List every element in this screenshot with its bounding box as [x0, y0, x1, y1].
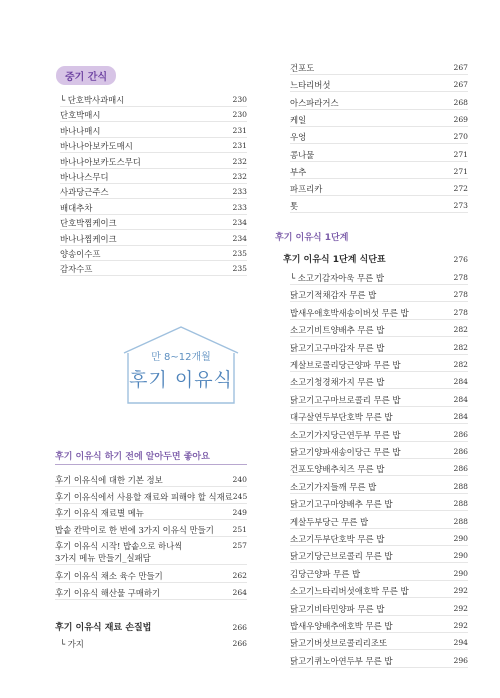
toc-entry: [290, 411, 468, 424]
toc-entry-title: └ 소고기감자아욱 무른 밥: [290, 273, 384, 283]
toc-entry: [290, 166, 468, 179]
toc-entry-title: 후기 이유식에서 사용할 재료와 피해야 할 식재료: [55, 491, 233, 502]
toc-entry-title: 후기 이유식 채소 육수 만들기: [55, 571, 163, 581]
toc-entry-page: 268: [453, 97, 468, 107]
toc-entry: [60, 125, 247, 138]
toc-entry-page: 257: [232, 541, 247, 551]
toc-entry-page: 292: [453, 603, 468, 613]
stage-banner-age: 만 8~12개월: [151, 352, 211, 363]
toc-entry-page: 272: [453, 184, 468, 194]
toc-entry-page: 282: [453, 325, 468, 335]
toc-entry-page: 288: [453, 499, 468, 509]
toc-entry-page: 233: [232, 187, 247, 197]
toc-entry-title: 닭고기비타민양파 무른 밥: [290, 603, 385, 614]
toc-entry: [60, 217, 247, 230]
toc-entry: [290, 342, 468, 355]
toc-entry: [290, 568, 468, 581]
toc-entry-page: 282: [453, 342, 468, 352]
toc-entry: [290, 516, 468, 529]
toc-entry-page: 234: [232, 233, 247, 243]
toc-entry: [55, 474, 247, 487]
diet-heading: [283, 254, 468, 266]
toc-entry-title: 바나나스무디: [60, 172, 109, 182]
toc-entry-title: 아스파라거스: [290, 97, 339, 108]
toc-entry: [290, 394, 468, 407]
toc-entry-title: 사과당근주스: [60, 187, 109, 198]
toc-entry: [290, 620, 468, 633]
toc-entry: [55, 587, 247, 600]
toc-entry: [60, 202, 247, 215]
toc-entry-page: 231: [232, 125, 247, 135]
toc-entry-title: 밥새우애호박새송이버섯 무른 밥: [290, 307, 409, 318]
toc-entry-page: 290: [453, 551, 468, 561]
toc-entry-page: 271: [453, 149, 468, 159]
toc-entry-title: 소고기비트양배추 무른 밥: [290, 325, 385, 336]
toc-entry: [60, 233, 247, 246]
toc-entry: [290, 359, 468, 372]
toc-entry-title: 단호박찜케이크: [60, 218, 117, 229]
toc-entry: [290, 463, 468, 476]
toc-entry-title: 바나나찜케이크: [60, 233, 117, 244]
prep-heading-page: 266: [232, 623, 247, 632]
section-title-before: 후기 이유식 하기 전에 알아두면 좋아요: [55, 452, 210, 462]
toc-entry-page: 262: [232, 571, 247, 580]
toc-entry-page: 240: [232, 475, 247, 484]
toc-entry: [60, 263, 247, 276]
toc-entry-page: 235: [232, 264, 247, 274]
toc-entry: [290, 655, 468, 668]
toc-entry-page: 249: [232, 508, 247, 518]
toc-entry-page: 230: [232, 110, 247, 120]
toc-entry-title: 후기 이유식에 대한 기본 정보: [55, 475, 163, 485]
toc-entry-page: 282: [453, 360, 468, 369]
toc-entry-page: 234: [232, 218, 247, 228]
toc-entry-title: 닭고기적채감자 무른 밥: [290, 290, 377, 301]
toc-entry: [290, 603, 468, 616]
toc-entry: [290, 200, 468, 213]
section-pill-snacks: 중기 간식: [56, 66, 116, 85]
toc-entry-page: 271: [453, 166, 468, 176]
toc-entry-page: 286: [453, 429, 468, 439]
toc-entry: [55, 507, 247, 520]
toc-entry-page: 278: [453, 273, 468, 282]
toc-entry-title: 후기 이유식 시작! 밥솥으로 하나씩 3가지 메뉴 만들기_실패담: [55, 541, 183, 564]
toc-entry: [290, 97, 468, 110]
toc-entry-page: 286: [453, 447, 468, 456]
section-rule: [55, 464, 247, 465]
toc-entry: [290, 324, 468, 337]
toc-entry: [290, 533, 468, 546]
toc-entry-title: 톳: [290, 201, 299, 212]
toc-entry-title: 닭고기고구마브로콜리 무른 밥: [290, 394, 401, 405]
toc-entry: [55, 570, 247, 583]
toc-entry-title: 부추: [290, 166, 307, 177]
toc-entry-title: 소고기가지들깨 무른 밥: [290, 481, 377, 492]
prep-first-entry: [60, 638, 247, 650]
toc-entry-page: 235: [232, 249, 247, 258]
prep-first-title: └ 가지: [60, 639, 84, 649]
toc-entry-page: 231: [232, 141, 247, 151]
toc-entry-page: 273: [453, 201, 468, 211]
toc-entry: [290, 585, 468, 598]
toc-entry-title: └ 단호박사과매시: [60, 95, 125, 105]
toc-entry: [60, 186, 247, 199]
toc-entry-title: 후기 이유식 해산물 구매하기: [55, 587, 161, 598]
toc-entry-title: 소고기두부단호박 무른 밥: [290, 534, 385, 544]
toc-entry-title: 소고기가지당근연두부 무른 밥: [290, 429, 401, 440]
toc-entry: [290, 376, 468, 389]
diet-heading-page: 276: [453, 255, 468, 264]
toc-entry-page: 278: [453, 290, 468, 300]
toc-entry-title: 밥솥 칸막이로 한 번에 3가지 이유식 만들기: [55, 524, 214, 535]
prep-first-page: 266: [232, 639, 247, 648]
toc-entry: [290, 62, 468, 75]
toc-entry-page: 284: [453, 412, 468, 422]
toc-entry: [290, 446, 468, 459]
toc-entry-title: 양송이수프: [60, 249, 101, 259]
toc-entry-page: 288: [453, 481, 468, 491]
toc-entry: [290, 149, 468, 162]
toc-entry-title: 후기 이유식 재료별 메뉴: [55, 508, 144, 519]
toc-entry-title: 게살두부당근 무른 밥: [290, 516, 369, 527]
toc-entry-page: 267: [453, 80, 468, 90]
toc-entry-page: 267: [453, 63, 468, 72]
toc-entry-page: 294: [453, 638, 468, 648]
toc-entry-title: 배대추차: [60, 202, 93, 213]
toc-entry: [60, 248, 247, 261]
toc-entry-page: 296: [453, 655, 468, 665]
toc-entry-title: 파프리카: [290, 184, 323, 195]
toc-entry: [290, 272, 468, 285]
toc-entry-page: 292: [453, 586, 468, 596]
toc-entry-title: 소고기느타리버섯애호박 무른 밥: [290, 586, 409, 597]
toc-entry-title: 콩나물: [290, 149, 315, 160]
toc-entry: [290, 289, 468, 302]
toc-entry-page: 233: [232, 202, 247, 212]
toc-entry-page: 286: [453, 464, 468, 474]
toc-entry: [290, 481, 468, 494]
toc-entry-title: 바나나아보카도스무디: [60, 156, 141, 167]
toc-entry-page: 284: [453, 394, 468, 404]
toc-entry-title: 밥새우양배추애호박 무른 밥: [290, 621, 393, 631]
toc-entry-page: 278: [453, 307, 468, 317]
toc-entry: [60, 140, 247, 153]
toc-entry-title: 건포도: [290, 63, 315, 73]
toc-entry-title: 닭고기버섯브로콜리리조또: [290, 638, 388, 649]
toc-entry-page: 290: [453, 534, 468, 543]
toc-entry: [60, 171, 247, 184]
toc-entry-title: 우엉: [290, 132, 307, 143]
toc-entry: [290, 79, 468, 92]
toc-entry-title: 감자수프: [60, 264, 93, 275]
toc-entry-page: 264: [232, 587, 247, 597]
toc-entry-page: 232: [232, 172, 247, 181]
toc-entry-page: 245: [232, 491, 248, 501]
toc-entry-title: 느타리버섯: [290, 80, 331, 91]
toc-entry-page: 269: [453, 114, 468, 124]
toc-entry-title: 닭고기퀴노아연두부 무른 밥: [290, 655, 393, 666]
toc-entry-page: 270: [453, 132, 468, 142]
toc-entry: [290, 429, 468, 442]
toc-entry-title: 바나나매시: [60, 125, 101, 136]
stage-banner: [118, 323, 244, 407]
toc-entry-page: 251: [232, 524, 247, 534]
toc-entry: [60, 109, 247, 122]
toc-entry-title: 닭고기양파새송이당근 무른 밥: [290, 447, 401, 457]
toc-entry-title: 김당근양파 무른 밥: [290, 568, 361, 579]
toc-entry-page: 290: [453, 568, 468, 578]
toc-entry-title: 닭고기당근브로콜리 무른 밥: [290, 551, 393, 562]
toc-entry: [290, 114, 468, 127]
toc-entry: [290, 307, 468, 320]
toc-entry-title: 케일: [290, 114, 307, 125]
toc-entry-page: 230: [232, 95, 247, 104]
toc-entry: [55, 540, 247, 565]
toc-entry-title: 게살브로콜리당근양파 무른 밥: [290, 360, 401, 370]
toc-entry: [290, 550, 468, 563]
toc-entry-title: 닭고기고구마양배추 무른 밥: [290, 499, 393, 510]
toc-entry-title: 건포도양배추치즈 무른 밥: [290, 464, 385, 475]
toc-entry-page: 284: [453, 377, 468, 387]
toc-entry-title: 닭고기고구마감자 무른 밥: [290, 342, 385, 353]
toc-entry: [60, 156, 247, 169]
toc-entry: [60, 94, 247, 107]
diet-heading-title: 후기 이유식 1단계 식단표: [283, 255, 386, 265]
toc-entry-title: 바나나아보카도매시: [60, 141, 133, 152]
toc-entry-title: 단호박매시: [60, 110, 101, 121]
toc-entry-page: 232: [232, 156, 247, 166]
section-title-stage1: 후기 이유식 1단계: [275, 233, 349, 243]
toc-entry: [290, 637, 468, 650]
toc-entry-title: 소고기청경채가지 무른 밥: [290, 377, 385, 388]
prep-heading: [55, 622, 247, 634]
toc-entry-title: 대구살연두부단호박 무른 밥: [290, 412, 393, 423]
toc-entry: [290, 498, 468, 511]
toc-entry-page: 292: [453, 621, 468, 630]
toc-entry: [290, 131, 468, 144]
toc-entry: [55, 491, 247, 504]
stage-banner-title: 후기 이유식: [129, 369, 233, 391]
toc-entry: [290, 183, 468, 196]
toc-entry-page: 288: [453, 516, 468, 526]
prep-heading-title: 후기 이유식 재료 손질법: [55, 623, 152, 633]
toc-entry: [55, 524, 247, 537]
